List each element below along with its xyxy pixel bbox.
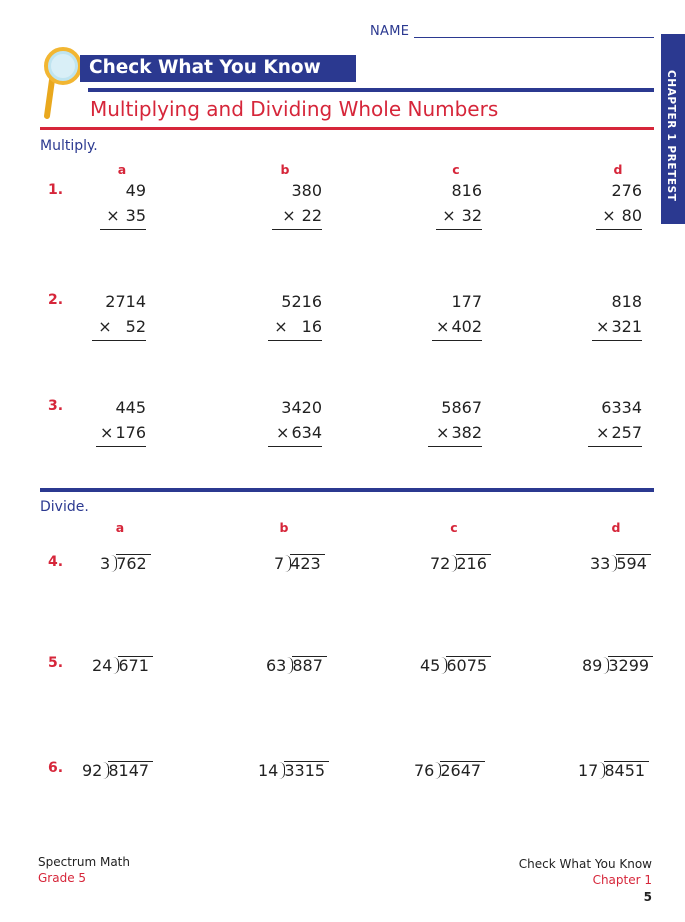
multiplier: 257: [611, 423, 642, 442]
column-label-d: d: [613, 162, 623, 177]
footer-series: Spectrum Math: [38, 855, 130, 869]
answer-line: [268, 446, 322, 447]
divisor: 3: [100, 554, 111, 573]
answer-line: [92, 340, 146, 341]
multiplication-problem: [428, 395, 482, 447]
division-problem: [414, 761, 485, 780]
divisor: 45: [420, 656, 441, 675]
multiplicand: 177: [451, 292, 482, 311]
column-label-c: c: [452, 162, 460, 177]
division-problem: [582, 656, 653, 675]
column-label-a: a: [115, 520, 125, 535]
dividend: 8451: [599, 761, 649, 780]
answer-line: [436, 229, 482, 230]
dividend: 3299: [603, 656, 653, 675]
page-number: 5: [643, 890, 652, 904]
multiplier: 321: [611, 317, 642, 336]
dividend: 8147: [103, 761, 153, 780]
divisor: 72: [430, 554, 451, 573]
dividend: 762: [111, 554, 151, 573]
division-problem: [430, 554, 491, 573]
row-number-6: 6.: [48, 760, 64, 776]
multiplicand: 49: [125, 181, 146, 200]
side-tab-label: CHAPTER 1 PRETEST: [665, 70, 677, 202]
answer-line: [96, 446, 146, 447]
divisor: 17: [578, 761, 599, 780]
division-problem: [274, 554, 325, 573]
subtitle-underline: [40, 127, 654, 130]
multiplicand: 818: [611, 292, 642, 311]
multiplication-problem: [432, 289, 482, 341]
division-problem: [100, 554, 151, 573]
multiplier: 402: [451, 317, 482, 336]
multiplicand: 5216: [281, 292, 322, 311]
multiplicand: 445: [115, 398, 146, 417]
divide-label: Divide.: [40, 499, 89, 515]
division-problem: [92, 656, 153, 675]
answer-line: [272, 229, 322, 230]
answer-line: [588, 446, 642, 447]
times-sign: ×: [596, 317, 610, 336]
divisor: 89: [582, 656, 603, 675]
dividend: 6075: [441, 656, 491, 675]
division-problem: [590, 554, 651, 573]
multiplication-problem: [268, 289, 322, 341]
divisor: 76: [414, 761, 435, 780]
answer-line: [100, 229, 146, 230]
multiplicand: 2714: [105, 292, 146, 311]
divisor: 92: [82, 761, 103, 780]
times-sign: ×: [436, 317, 450, 336]
times-sign: ×: [602, 206, 616, 225]
dividend: 423: [285, 554, 325, 573]
multiplication-problem: [592, 289, 642, 341]
row-number-2: 2.: [48, 292, 64, 308]
division-problem: [258, 761, 329, 780]
column-label-a: a: [117, 162, 127, 177]
multiplication-problem: [436, 178, 482, 230]
multiplication-problem: [268, 395, 322, 447]
divisor: 33: [590, 554, 611, 573]
multiplicand: 5867: [441, 398, 482, 417]
column-label-b: b: [280, 162, 290, 177]
multiplier: 382: [451, 423, 482, 442]
times-sign: ×: [274, 317, 288, 336]
division-problem: [82, 761, 153, 780]
times-sign: ×: [442, 206, 456, 225]
multiplier: 16: [301, 317, 322, 336]
column-label-c: c: [450, 520, 458, 535]
multiplicand: 6334: [601, 398, 642, 417]
page-subtitle: Multiplying and Dividing Whole Numbers: [90, 97, 499, 121]
multiplier: 80: [621, 206, 642, 225]
division-problem: [578, 761, 649, 780]
multiply-label: Multiply.: [40, 138, 98, 154]
times-sign: ×: [282, 206, 296, 225]
answer-line: [596, 229, 642, 230]
multiplication-problem: [100, 178, 146, 230]
multiplier: 52: [125, 317, 146, 336]
multiplication-problem: [92, 289, 146, 341]
divisor: 14: [258, 761, 279, 780]
times-sign: ×: [100, 423, 114, 442]
row-number-5: 5.: [48, 655, 64, 671]
answer-line: [432, 340, 482, 341]
title-underline: [88, 88, 654, 92]
multiplier: 22: [301, 206, 322, 225]
multiplication-problem: [272, 178, 322, 230]
times-sign: ×: [98, 317, 112, 336]
dividend: 3315: [279, 761, 329, 780]
column-label-d: d: [611, 520, 621, 535]
times-sign: ×: [106, 206, 120, 225]
multiplier: 35: [125, 206, 146, 225]
times-sign: ×: [436, 423, 450, 442]
times-sign: ×: [596, 423, 610, 442]
divisor: 63: [266, 656, 287, 675]
multiplicand: 3420: [281, 398, 322, 417]
multiplier: 32: [461, 206, 482, 225]
dividend: 671: [113, 656, 153, 675]
division-problem: [420, 656, 491, 675]
section-divider: [40, 488, 654, 492]
dividend: 216: [451, 554, 491, 573]
footer-grade: Grade 5: [38, 871, 87, 885]
multiplicand: 276: [611, 181, 642, 200]
multiplicand: 380: [291, 181, 322, 200]
multiplicand: 816: [451, 181, 482, 200]
column-label-b: b: [279, 520, 289, 535]
multiplier: 176: [115, 423, 146, 442]
dividend: 2647: [435, 761, 485, 780]
name-label: NAME: [370, 24, 410, 39]
multiplier: 634: [291, 423, 322, 442]
answer-line: [268, 340, 322, 341]
multiplication-problem: [588, 395, 642, 447]
name-line: [414, 37, 654, 38]
row-number-1: 1.: [48, 182, 64, 198]
answer-line: [428, 446, 482, 447]
times-sign: ×: [276, 423, 290, 442]
multiplication-problem: [96, 395, 146, 447]
title-banner: [80, 55, 356, 82]
row-number-4: 4.: [48, 554, 64, 570]
dividend: 887: [287, 656, 327, 675]
page-title: Check What You Know: [89, 57, 321, 78]
multiplication-problem: [596, 178, 642, 230]
dividend: 594: [611, 554, 651, 573]
divisor: 7: [274, 554, 285, 573]
footer-chapter: Chapter 1: [592, 873, 652, 887]
row-number-3: 3.: [48, 398, 64, 414]
divisor: 24: [92, 656, 113, 675]
chapter-side-tab: [661, 34, 685, 224]
answer-line: [592, 340, 642, 341]
division-problem: [266, 656, 327, 675]
footer-section-title: Check What You Know: [518, 857, 652, 871]
